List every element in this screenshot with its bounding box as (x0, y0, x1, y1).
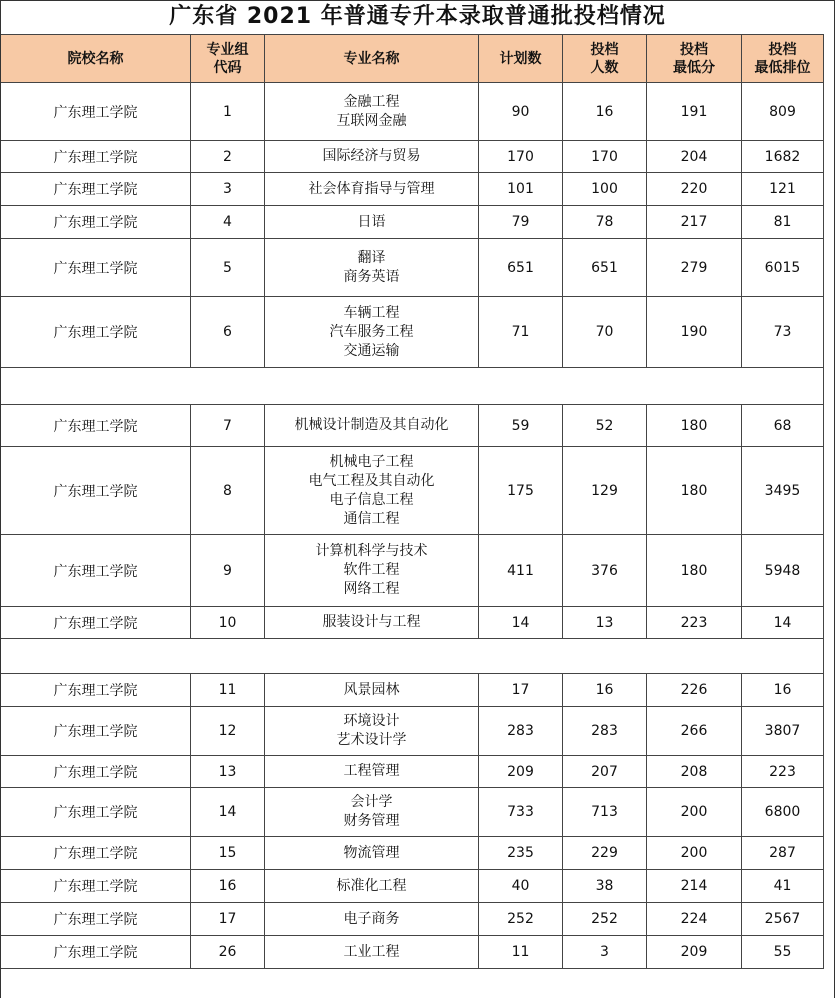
major-cell: 车辆工程 汽车服务工程 交通运输 (265, 297, 479, 368)
min-score-cell: 266 (647, 707, 742, 756)
group-code-cell: 4 (191, 206, 265, 239)
major-cell: 翻译 商务英语 (265, 239, 479, 297)
admitted-cell: 3 (563, 936, 647, 969)
min-rank-cell: 3807 (742, 707, 824, 756)
plan-cell: 59 (479, 405, 563, 447)
spacer-cell (1, 368, 824, 405)
spacer-cell (1, 639, 824, 674)
plan-cell: 90 (479, 83, 563, 141)
min-rank-cell: 3495 (742, 447, 824, 535)
admitted-cell: 713 (563, 788, 647, 837)
school-cell: 广东理工学院 (1, 297, 191, 368)
table-body (1, 83, 824, 969)
min-score-cell: 204 (647, 141, 742, 173)
plan-cell: 79 (479, 206, 563, 239)
table-row (1, 707, 824, 756)
group-code-cell: 13 (191, 756, 265, 788)
group-code-cell: 15 (191, 837, 265, 870)
min-score-cell: 200 (647, 788, 742, 837)
min-rank-cell: 55 (742, 936, 824, 969)
school-cell: 广东理工学院 (1, 141, 191, 173)
school-cell: 广东理工学院 (1, 173, 191, 206)
admitted-cell: 283 (563, 707, 647, 756)
min-score-cell: 191 (647, 83, 742, 141)
header-major: 专业名称 (265, 35, 479, 83)
group-code-cell: 7 (191, 405, 265, 447)
min-score-cell: 180 (647, 405, 742, 447)
major-cell: 机械设计制造及其自动化 (265, 405, 479, 447)
plan-cell: 170 (479, 141, 563, 173)
header-plan: 计划数 (479, 35, 563, 83)
header-admitted: 投档 人数 (563, 35, 647, 83)
admitted-cell: 229 (563, 837, 647, 870)
plan-cell: 235 (479, 837, 563, 870)
min-rank-cell: 68 (742, 405, 824, 447)
admitted-cell: 78 (563, 206, 647, 239)
school-cell: 广东理工学院 (1, 936, 191, 969)
major-cell: 国际经济与贸易 (265, 141, 479, 173)
header-min-rank: 投档 最低排位 (742, 35, 824, 83)
table-row (1, 837, 824, 870)
school-cell: 广东理工学院 (1, 607, 191, 639)
header-min-score: 投档 最低分 (647, 35, 742, 83)
table-row (1, 141, 824, 173)
min-score-cell: 200 (647, 837, 742, 870)
plan-cell: 11 (479, 936, 563, 969)
table-row (1, 297, 824, 368)
min-rank-cell: 6015 (742, 239, 824, 297)
min-score-cell: 279 (647, 239, 742, 297)
min-score-cell: 217 (647, 206, 742, 239)
school-cell: 广东理工学院 (1, 405, 191, 447)
admission-table (0, 34, 824, 969)
plan-cell: 175 (479, 447, 563, 535)
admitted-cell: 16 (563, 83, 647, 141)
table-row (1, 405, 824, 447)
min-score-cell: 223 (647, 607, 742, 639)
table-row (1, 83, 824, 141)
school-cell: 广东理工学院 (1, 837, 191, 870)
group-code-cell: 17 (191, 903, 265, 936)
plan-cell: 17 (479, 674, 563, 707)
admitted-cell: 651 (563, 239, 647, 297)
spacer-row (1, 639, 824, 674)
min-rank-cell: 1682 (742, 141, 824, 173)
admitted-cell: 252 (563, 903, 647, 936)
admitted-cell: 52 (563, 405, 647, 447)
min-rank-cell: 6800 (742, 788, 824, 837)
school-cell: 广东理工学院 (1, 535, 191, 607)
school-cell: 广东理工学院 (1, 903, 191, 936)
table-row (1, 903, 824, 936)
min-rank-cell: 223 (742, 756, 824, 788)
school-cell: 广东理工学院 (1, 447, 191, 535)
group-code-cell: 6 (191, 297, 265, 368)
table-row (1, 607, 824, 639)
school-cell: 广东理工学院 (1, 756, 191, 788)
school-cell: 广东理工学院 (1, 674, 191, 707)
min-rank-cell: 73 (742, 297, 824, 368)
school-cell: 广东理工学院 (1, 239, 191, 297)
header-school: 院校名称 (1, 35, 191, 83)
table-row (1, 447, 824, 535)
major-cell: 金融工程 互联网金融 (265, 83, 479, 141)
group-code-cell: 12 (191, 707, 265, 756)
table-row (1, 788, 824, 837)
admitted-cell: 16 (563, 674, 647, 707)
major-cell: 会计学 财务管理 (265, 788, 479, 837)
min-score-cell: 226 (647, 674, 742, 707)
group-code-cell: 9 (191, 535, 265, 607)
header-group-code: 专业组 代码 (191, 35, 265, 83)
table-row (1, 674, 824, 707)
group-code-cell: 8 (191, 447, 265, 535)
school-cell: 广东理工学院 (1, 707, 191, 756)
plan-cell: 14 (479, 607, 563, 639)
plan-cell: 209 (479, 756, 563, 788)
min-rank-cell: 14 (742, 607, 824, 639)
group-code-cell: 3 (191, 173, 265, 206)
admitted-cell: 376 (563, 535, 647, 607)
plan-cell: 283 (479, 707, 563, 756)
group-code-cell: 16 (191, 870, 265, 903)
plan-cell: 71 (479, 297, 563, 368)
plan-cell: 252 (479, 903, 563, 936)
plan-cell: 651 (479, 239, 563, 297)
group-code-cell: 2 (191, 141, 265, 173)
major-cell: 服装设计与工程 (265, 607, 479, 639)
admitted-cell: 70 (563, 297, 647, 368)
min-rank-cell: 287 (742, 837, 824, 870)
major-cell: 工业工程 (265, 936, 479, 969)
table-row (1, 206, 824, 239)
page-title: 广东省 2021 年普通专升本录取普通批投档情况 (169, 4, 666, 29)
school-cell: 广东理工学院 (1, 788, 191, 837)
admitted-cell: 207 (563, 756, 647, 788)
major-cell: 机械电子工程 电气工程及其自动化 电子信息工程 通信工程 (265, 447, 479, 535)
min-score-cell: 214 (647, 870, 742, 903)
table-row (1, 756, 824, 788)
table-row (1, 870, 824, 903)
min-rank-cell: 41 (742, 870, 824, 903)
plan-cell: 733 (479, 788, 563, 837)
admitted-cell: 170 (563, 141, 647, 173)
table-row (1, 535, 824, 607)
group-code-cell: 26 (191, 936, 265, 969)
major-cell: 环境设计 艺术设计学 (265, 707, 479, 756)
group-code-cell: 5 (191, 239, 265, 297)
group-code-cell: 14 (191, 788, 265, 837)
min-rank-cell: 809 (742, 83, 824, 141)
school-cell: 广东理工学院 (1, 206, 191, 239)
major-cell: 计算机科学与技术 软件工程 网络工程 (265, 535, 479, 607)
major-cell: 社会体育指导与管理 (265, 173, 479, 206)
major-cell: 风景园林 (265, 674, 479, 707)
min-rank-cell: 5948 (742, 535, 824, 607)
min-score-cell: 224 (647, 903, 742, 936)
school-cell: 广东理工学院 (1, 870, 191, 903)
plan-cell: 411 (479, 535, 563, 607)
group-code-cell: 11 (191, 674, 265, 707)
min-score-cell: 209 (647, 936, 742, 969)
table-row (1, 936, 824, 969)
table-row (1, 239, 824, 297)
min-rank-cell: 121 (742, 173, 824, 206)
admitted-cell: 38 (563, 870, 647, 903)
major-cell: 物流管理 (265, 837, 479, 870)
min-rank-cell: 16 (742, 674, 824, 707)
group-code-cell: 1 (191, 83, 265, 141)
admitted-cell: 13 (563, 607, 647, 639)
plan-cell: 40 (479, 870, 563, 903)
major-cell: 工程管理 (265, 756, 479, 788)
admitted-cell: 100 (563, 173, 647, 206)
school-cell: 广东理工学院 (1, 83, 191, 141)
major-cell: 标准化工程 (265, 870, 479, 903)
table-row (1, 173, 824, 206)
header-row (1, 35, 824, 83)
min-score-cell: 180 (647, 447, 742, 535)
min-score-cell: 220 (647, 173, 742, 206)
min-score-cell: 208 (647, 756, 742, 788)
min-rank-cell: 81 (742, 206, 824, 239)
min-score-cell: 180 (647, 535, 742, 607)
min-score-cell: 190 (647, 297, 742, 368)
spacer-row (1, 368, 824, 405)
admitted-cell: 129 (563, 447, 647, 535)
group-code-cell: 10 (191, 607, 265, 639)
major-cell: 日语 (265, 206, 479, 239)
min-rank-cell: 2567 (742, 903, 824, 936)
major-cell: 电子商务 (265, 903, 479, 936)
plan-cell: 101 (479, 173, 563, 206)
